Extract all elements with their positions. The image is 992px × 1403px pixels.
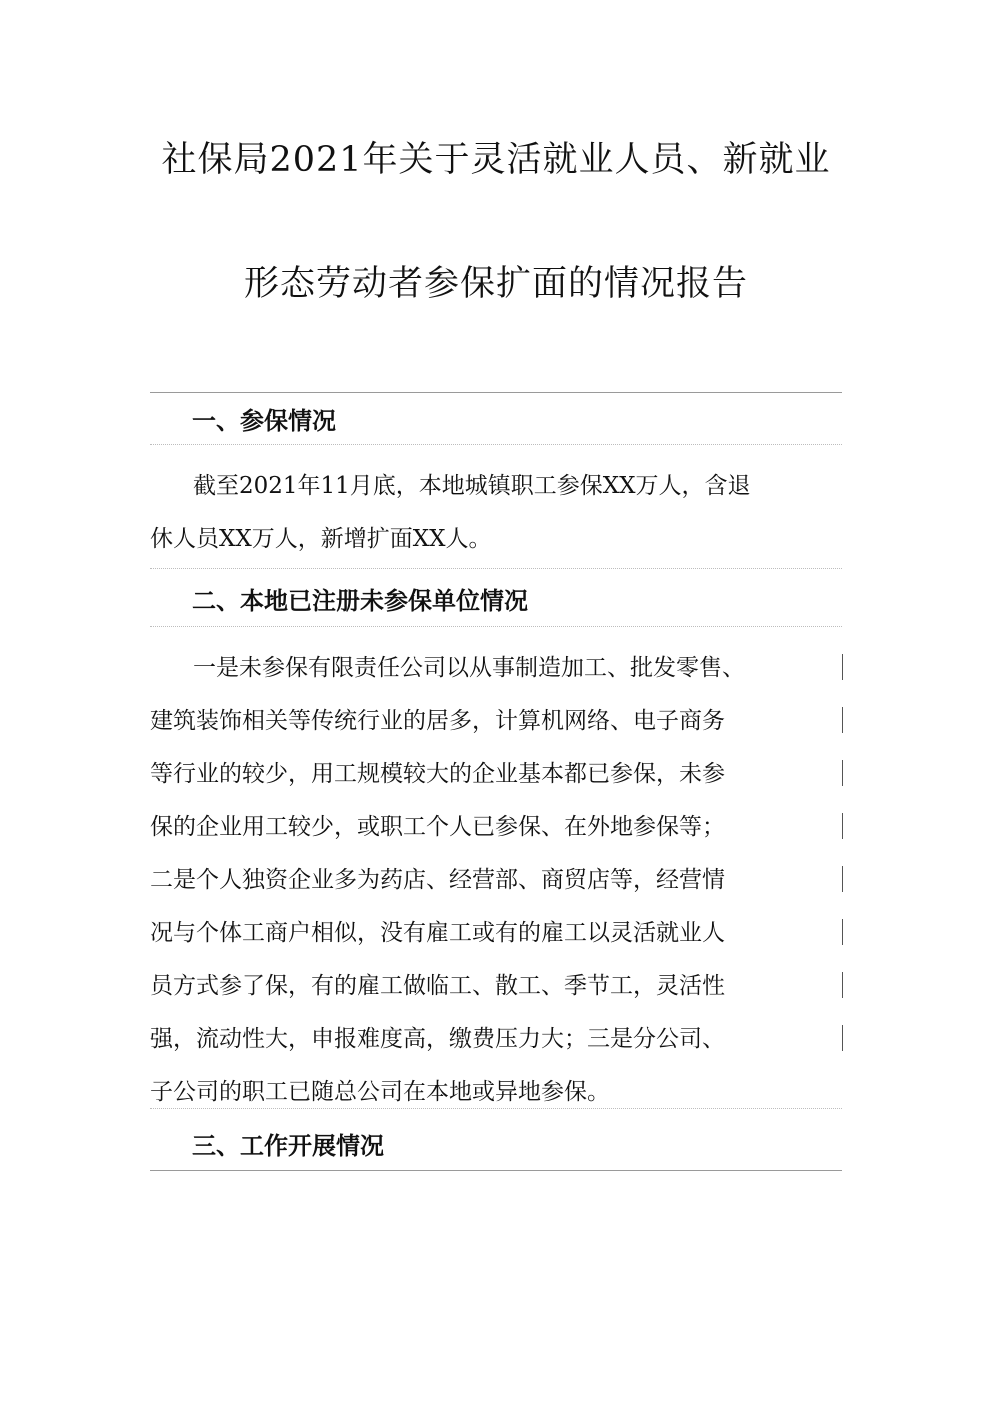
line-end-marker	[842, 919, 843, 945]
paragraph-line: 休人员XX万人，新增扩面XX人。	[150, 526, 492, 552]
line-end-marker	[842, 760, 843, 786]
section-divider	[150, 392, 842, 393]
paragraph-line: 员方式参了保，有的雇工做临工、散工、季节工，灵活性	[150, 973, 725, 999]
paragraph-line: 况与个体工商户相似，没有雇工或有的雇工以灵活就业人	[150, 920, 725, 946]
heading-underline	[150, 444, 842, 445]
paragraph-line: 子公司的职工已随总公司在本地或异地参保。	[150, 1079, 610, 1105]
heading-underline	[150, 1170, 842, 1171]
line-end-marker	[842, 707, 843, 733]
document-title-line-1: 社保局2021年关于灵活就业人员、新就业	[161, 140, 831, 180]
paragraph-line: 一是未参保有限责任公司以从事制造加工、批发零售、	[193, 655, 745, 681]
paragraph-underline	[150, 1108, 842, 1109]
paragraph-underline	[150, 568, 842, 569]
paragraph-line: 强，流动性大，申报难度高，缴费压力大；三是分公司、	[150, 1026, 725, 1052]
paragraph-line: 二是个人独资企业多为药店、经营部、商贸店等，经营情	[150, 867, 725, 893]
line-end-marker	[842, 1025, 843, 1051]
section-1-paragraph	[150, 460, 842, 566]
line-end-marker	[842, 866, 843, 892]
document-title-line-2: 形态劳动者参保扩面的情况报告	[243, 264, 748, 304]
heading-underline	[150, 626, 842, 627]
paragraph-line: 建筑装饰相关等传统行业的居多，计算机网络、电子商务	[150, 708, 725, 734]
section-heading-2: 二、本地已注册未参保单位情况	[192, 587, 528, 615]
section-heading-1: 一、参保情况	[192, 407, 336, 435]
section-2-paragraph	[150, 642, 842, 1119]
line-end-marker	[842, 972, 843, 998]
paragraph-line: 保的企业用工较少，或职工个人已参保、在外地参保等；	[150, 814, 725, 840]
paragraph-line: 等行业的较少，用工规模较大的企业基本都已参保，未参	[150, 761, 725, 787]
line-end-marker	[842, 654, 843, 680]
line-end-marker	[842, 813, 843, 839]
paragraph-line: 截至2021年11月底，本地城镇职工参保XX万人，含退	[193, 473, 751, 499]
section-heading-3: 三、工作开展情况	[192, 1132, 384, 1160]
